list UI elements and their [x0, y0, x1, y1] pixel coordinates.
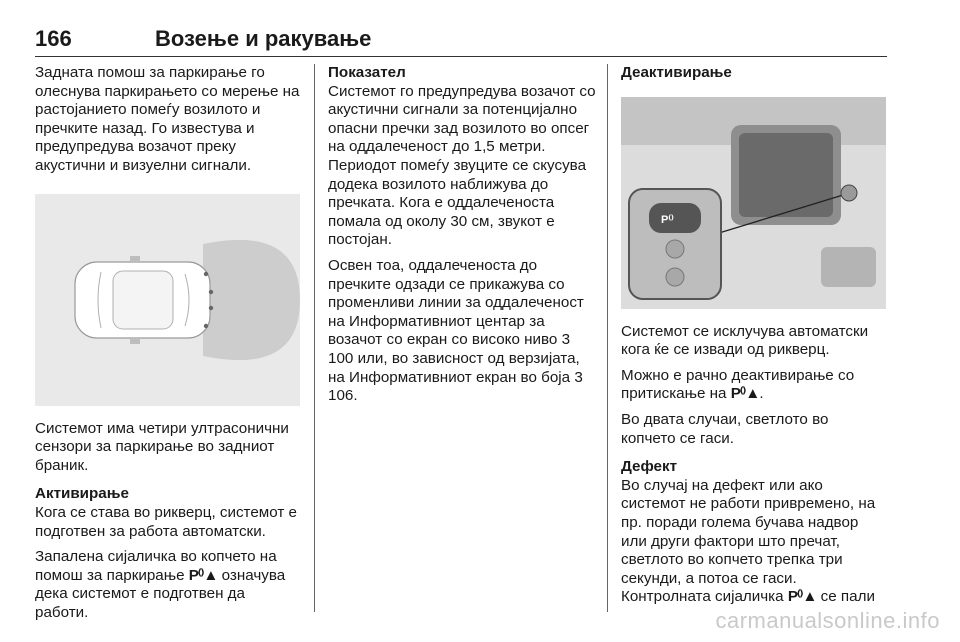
- deact-text-start: Можно е рачно деактивирање со притискање на: [621, 366, 855, 403]
- column-1: [35, 64, 301, 630]
- activation-text: Кога се става во рикверц, системот е подготвен за работа автоматски.: [35, 503, 297, 540]
- indicator-heading: Показател: [328, 64, 406, 81]
- page-reference: 3 100: [328, 331, 571, 367]
- fault-text-start: Контролната сијаличка: [621, 588, 788, 606]
- park-button-location: [841, 185, 857, 201]
- park-assist-icon: P⁽⁾▲: [787, 588, 817, 606]
- figure-caption: Системот има четири ултрасонични сензори за паркирање во задниот браник.: [35, 419, 289, 474]
- column-2: [328, 64, 596, 413]
- deact-text-end: .: [759, 385, 764, 403]
- display-text-start: Освен тоа, оддалеченоста до пречките одзади се прикажува со променливи линии за оддалеченост на Информативниот центар за возачот со екран со високо ниво: [328, 256, 584, 349]
- fault-text: Во случај на дефект или ако системот не работи привремено, на пр. поради голема бучава надвор или други фактори што пречат, светлото во копчето трепка три секунди, а потоа се гаси.: [621, 476, 876, 587]
- indicator-text: Системот го предупредува возачот со акустични сигнали за потенцијално опасни пречки зад возилото во опсег на оддалеченост до 1,5 метри. Периодот помеѓу звуците се скусува додека возилото наближува до пречката. Кога е оддалеченоста помала од околу 30 см, звукот е постојан.: [328, 82, 596, 249]
- display-paragraph: [328, 257, 596, 406]
- deactivation-text-1: Системот се исклучува автоматски кога ќе се извади од рикверц.: [621, 322, 869, 359]
- sensor-range-area: [203, 239, 300, 359]
- car-top-view-icon: [75, 256, 210, 344]
- page-title: Возење и ракување: [155, 26, 372, 51]
- rear-sensors-figure: [35, 194, 300, 406]
- park-assist-icon: P⁽⁾▲: [188, 566, 218, 584]
- activation-heading: Активирање: [35, 485, 129, 503]
- park-assist-icon: P⁽⁾▲: [730, 385, 760, 403]
- deactivation-heading: Деактивирање: [621, 64, 732, 81]
- fault-heading: Дефект: [621, 458, 678, 476]
- page-header: [35, 26, 887, 52]
- deactivation-text-2: [621, 367, 887, 404]
- watermark: carmanualsonline.info: [715, 608, 940, 633]
- display-text-mid: или, во зависност од верзијата, на Информативниот екран во боја: [328, 349, 580, 386]
- deactivation-text-3: Во двата случаи, светлото во копчето се гаси.: [621, 410, 829, 447]
- page-number: 166: [35, 26, 72, 51]
- park-assist-button: [649, 203, 701, 233]
- led-text-end: означува дека системот е подготвен да работи.: [35, 566, 286, 621]
- intro-paragraph: Задната помош за паркирање го олеснува паркирањето со мерење на растојанието помеѓу возилото и пречките назад. Го известува и предупредува возачот преку акустични и визуелни сигнали.: [35, 64, 300, 174]
- led-text-start: Запалена сијаличка во копчето на помош за паркирање: [35, 548, 277, 584]
- page-reference: 3 106.: [328, 368, 583, 405]
- column-divider: [607, 64, 608, 612]
- dashboard-button-figure: [621, 97, 886, 309]
- fault-text-end: се пали: [816, 588, 875, 606]
- column-3: [621, 64, 887, 614]
- svg-text:P⁽⁾: P⁽⁾: [661, 213, 674, 226]
- column-divider: [314, 64, 315, 612]
- fault-last-line: [621, 588, 887, 607]
- led-paragraph: [35, 548, 301, 622]
- header-rule: [35, 56, 887, 57]
